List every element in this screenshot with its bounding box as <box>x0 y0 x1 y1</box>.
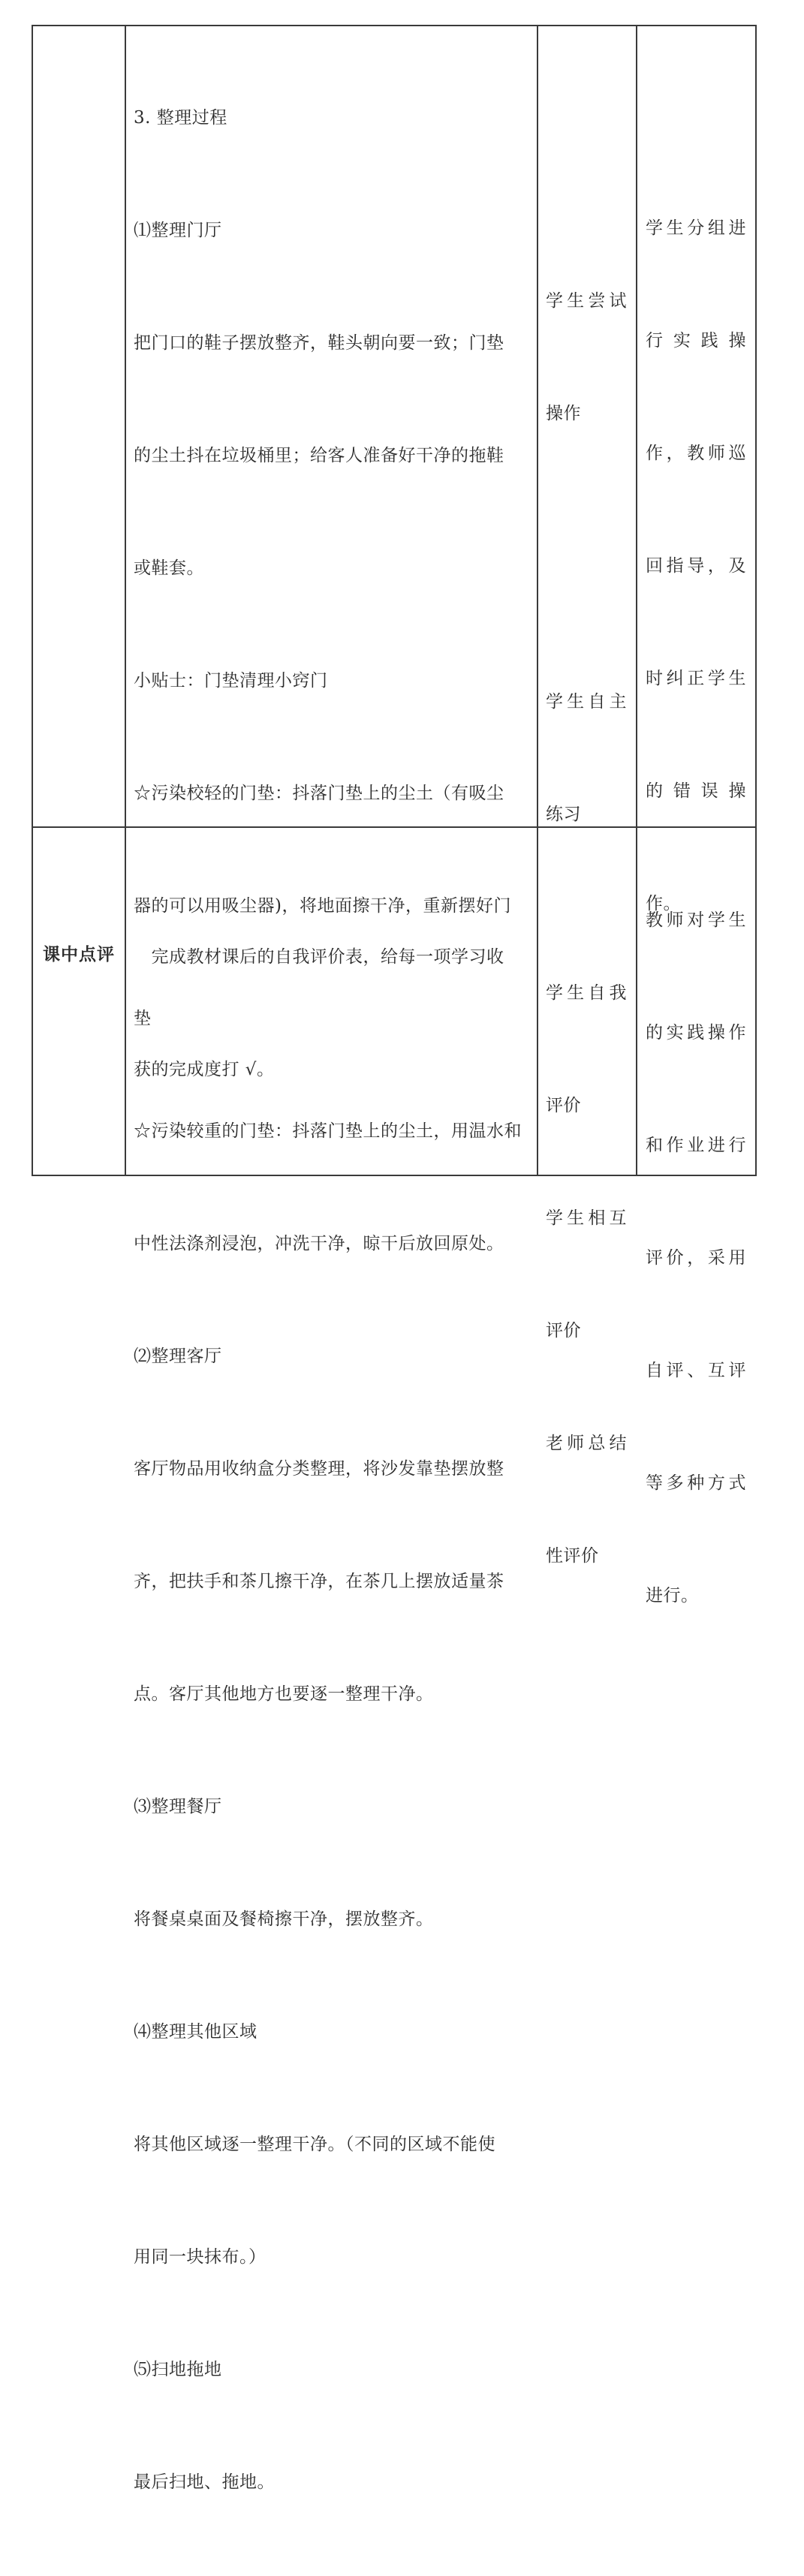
activity-line: 操作 <box>546 404 581 423</box>
content-line: 把门口的鞋子摆放整齐，鞋头朝向要一致；门垫 <box>134 333 504 353</box>
content-line: 小贴士：门垫清理小窍门 <box>134 671 328 691</box>
content-line: ⑶整理餐厅 <box>134 1797 222 1816</box>
column-divider-1 <box>125 25 126 1176</box>
notes-line: 等多种方式 <box>646 1473 746 1493</box>
content-line: ⑴整理门厅 <box>134 221 222 240</box>
notes-line: 评价，采用 <box>646 1248 746 1268</box>
content-line: 器的可以用吸尘器)，将地面擦干净，重新摆好门 <box>134 896 511 916</box>
notes-line: 时纠正学生 <box>646 669 746 688</box>
column-divider-right <box>755 25 757 1176</box>
content-line: 3. 整理过程 <box>134 108 227 128</box>
column-divider-left <box>32 25 33 1176</box>
notes-line: 作。 <box>646 894 681 913</box>
content-line: 的尘土抖在垃圾桶里；给客人准备好干净的拖鞋 <box>134 446 504 465</box>
activity-line: 学生自我 <box>546 983 627 1003</box>
column-divider-2 <box>537 25 538 1176</box>
content-line: ⑸扫地拖地 <box>134 2360 222 2379</box>
top-row-student-activity-2 <box>546 608 627 908</box>
content-line: 将餐桌桌面及餐椅擦干净，摆放整齐。 <box>134 1909 434 1929</box>
notes-line: 的实践操作 <box>646 1023 746 1043</box>
activity-line: 练习 <box>546 805 581 824</box>
activity-line: 性评价 <box>546 1546 599 1566</box>
content-line: 垫 <box>134 1009 152 1028</box>
notes-line: 教师对学生 <box>646 910 746 930</box>
top-row-student-activity-1 <box>546 207 627 507</box>
bottom-row-teacher-notes <box>646 826 746 1690</box>
content-line: 或鞋套。 <box>134 558 204 578</box>
content-line: 最后扫地、拖地。 <box>134 2472 275 2492</box>
content-line: ☆污染较重的门垫：抖落门垫上的尘土，用温水和 <box>134 1121 522 1141</box>
bottom-row-student-activity <box>546 899 627 1650</box>
column-divider-3 <box>636 25 637 1176</box>
activity-line: 评价 <box>546 1321 581 1341</box>
content-line: 点。客厅其他地方也要逐一整理干净。 <box>134 1684 434 1704</box>
content-line: 齐，把扶手和茶几擦干净，在茶几上摆放适量茶 <box>134 1572 504 1591</box>
notes-line: 进行。 <box>646 1586 699 1605</box>
content-line: ⑵整理客厅 <box>134 1347 222 1366</box>
content-line: 获的完成度打 √。 <box>134 1060 275 1079</box>
content-line: 完成教材课后的自我评价表，给每一项学习收 <box>134 947 504 967</box>
content-line: 客厅物品用收纳盒分类整理，将沙发靠垫摆放整 <box>134 1459 504 1479</box>
content-line: 中性法涤剂浸泡，冲洗干净，晾干后放回原处。 <box>134 1234 504 1253</box>
bottom-row-label: 课中点评 <box>43 945 115 964</box>
notes-line: 的错误操 <box>646 781 746 801</box>
notes-line: 和作业进行 <box>646 1136 746 1155</box>
activity-line: 学生尝试 <box>546 291 627 311</box>
content-line: 将其他区域逐一整理干净。（不同的区域不能使 <box>134 2135 495 2154</box>
notes-line: 自评、互评 <box>646 1361 746 1380</box>
notes-line: 作，教师巡 <box>646 444 746 463</box>
top-row-content-cell <box>134 24 530 2576</box>
content-line: ☆污染校轻的门垫：抖落门垫上的尘土（有吸尘 <box>134 784 504 803</box>
bottom-row-content-cell <box>134 863 530 1163</box>
activity-line: 评价 <box>546 1096 581 1115</box>
content-line: ⑷整理其他区域 <box>134 2022 257 2042</box>
activity-line: 老师总结 <box>546 1434 627 1453</box>
activity-line: 学生自主 <box>546 692 627 712</box>
notes-line: 回指导，及 <box>646 556 746 576</box>
notes-line: 行实践操 <box>646 331 746 351</box>
notes-line: 学生分组进 <box>646 218 746 238</box>
content-line: 用同一块抹布。） <box>134 2247 266 2267</box>
activity-line: 学生相互 <box>546 1208 627 1228</box>
